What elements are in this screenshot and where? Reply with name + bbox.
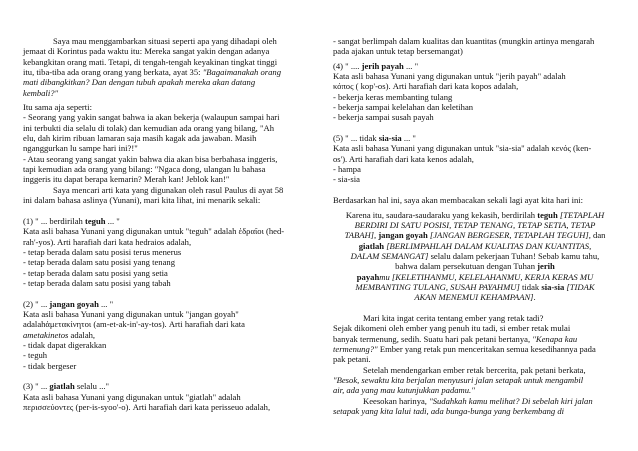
verse-line: BERDIRI DI SATU POSISI, TETAP TENANG, TETAP SETIA, TETAP <box>354 219 596 230</box>
text: ... " <box>105 215 120 226</box>
list-item: - sangat berlimpah dalam kualitas dan kuantitas (mungkin artinya mengarah <box>333 36 595 46</box>
key-word: payah <box>356 271 380 282</box>
verse-line <box>333 230 617 240</box>
text: selalu ..." <box>74 381 110 392</box>
text: , dan <box>588 230 606 241</box>
list-item: - tetap berada dalam satu posisi yang tabah <box>23 277 171 288</box>
list-item: - Atau seorang yang sangat yakin bahwa dia akan bisa berbahasa inggeris, <box>23 153 278 164</box>
list-item: - teguh <box>23 350 48 361</box>
paragraph-line: Kata asli bahasa Yunani yang digunakan untuk "giatlah" adalah <box>23 391 241 402</box>
key-word: jerih <box>537 261 555 272</box>
quote-text: mati dibangkitkan? Dan dengan tubuh apakah mereka akan datang <box>23 77 256 88</box>
text: (4) " .... <box>333 60 362 71</box>
text: (2) " ... <box>23 298 50 309</box>
left-column <box>23 36 306 412</box>
verse-line <box>333 210 617 220</box>
text: itu, tiba-tiba ada orang orang yang berkata, ayat 35: <box>23 67 203 78</box>
paragraph-line: κόπος ( kop'-os). Arti harafiah dari kata kopos adalah, <box>333 81 519 92</box>
paragraph-line: Setelah mendengarkan ember retak bercerita, pak petani berkata, <box>363 364 586 375</box>
key-word: jerih payah <box>361 60 404 71</box>
paragraph-line: ini dalam bahasa aslinya (Yunani), mari kita lihat, ini menarik sekali: <box>23 195 261 206</box>
emphasis-text: [TIDAK <box>564 281 595 292</box>
text: ... " <box>401 133 416 144</box>
emphasis-text: [TETAPLAH <box>557 209 605 220</box>
quote-text: kembali?" <box>23 87 59 98</box>
paragraph-line: Kata asli bahasa Yunani yang digunakan untuk "jangan goyah" <box>23 308 239 319</box>
key-word: giatlah <box>358 240 385 251</box>
key-word: teguh <box>84 215 106 226</box>
list-item: - sia-sia <box>333 174 360 185</box>
list-item: - bekerja sampai kelelahan dan keletihan <box>333 102 474 113</box>
list-item: - Seorang yang yakin sangat bahwa ia akan bekerja (walaupun sampai hari <box>23 112 280 123</box>
paragraph-line: adalahἀμετακίνητοι (am-et-ak-in'-ay-tos). Arti harafiah dari kata <box>23 319 245 330</box>
paragraph-line <box>23 67 306 77</box>
emphasis-text: mu [KELETIHANMU, KELELAHANMU, KERJA KERAS MU <box>379 271 594 282</box>
key-word: jangan goyah <box>49 298 99 309</box>
verse-line <box>333 292 617 302</box>
section-heading <box>23 299 306 309</box>
section-heading <box>333 133 617 143</box>
verse-block <box>333 210 617 303</box>
paragraph-line: Kata asli bahasa Yunani yang digunakan untuk "teguh" adalah ἑδραῖοι (hed- <box>23 226 285 237</box>
quote-text: "Kenapa kau <box>532 333 578 344</box>
text: ... " <box>403 60 419 71</box>
quote-text: setapak yang kita lalui tadi, ada bunga-bunga yang berkembang di <box>333 406 565 417</box>
key-word: teguh <box>537 209 558 220</box>
key-word: sia-sia <box>378 133 402 144</box>
list-item: elu, dah kirim ribuan lamaran saja masih kagak ada jawaban. Masih <box>23 133 257 144</box>
paragraph-line: os'). Arti harafiah dari kata kenos adalah, <box>333 153 474 164</box>
verse-line <box>333 241 617 251</box>
verse-line <box>333 282 617 292</box>
greek-term: ametakinetos <box>23 329 69 340</box>
quote-text: "Besok, sewaktu kita berjalan menyusuri jalan setapak untuk mengambil <box>333 375 584 385</box>
verse-line <box>333 261 617 271</box>
text: , <box>374 230 379 241</box>
section-heading <box>333 61 617 71</box>
list-item: - tetap berada dalam satu posisi terus menerus <box>23 246 182 257</box>
paragraph-line <box>333 344 617 354</box>
paragraph-line <box>333 334 617 344</box>
key-word: giatlah <box>49 381 75 392</box>
text: tidak <box>519 281 542 292</box>
emphasis-text: TABAH] <box>344 230 375 241</box>
text: (1) " ... berdirilah <box>23 215 85 226</box>
paragraph-line <box>23 330 306 340</box>
list-item: - tetap berada dalam satu posisi yang tenang <box>23 257 176 268</box>
paragraph-line: Mari kita ingat cerita tentang ember yang retak tadi? <box>363 312 544 323</box>
list-item: - tidak bergeser <box>23 360 77 371</box>
text: selalu dalam pekerjaan Tuhan! Sebab kamu tahu, <box>428 250 600 261</box>
list-item: pada ajakan untuk tetap bersemangat) <box>333 46 463 57</box>
list-item: - tidak dapat digerakkan <box>23 339 107 350</box>
list-item: - tetap berada dalam satu posisi yang setia <box>23 267 168 278</box>
emphasis-text: AKAN MENEMUI KEHAMPAAN] <box>414 292 534 303</box>
paragraph-line: Kata asli bahasa Yunani yang digunakan untuk "jerih payah" adalah <box>333 71 566 82</box>
text: banyak termenung, sedih. Suatu hari pak petani bertanya, <box>333 333 533 344</box>
text: ... " <box>98 298 114 309</box>
paragraph-line: περισσεύοντες (per-is-syoo'-o). Arti harafiah dari kata perisseuo adalah, <box>23 402 271 413</box>
text: Keesokan harinya, <box>363 395 430 406</box>
section-heading <box>23 381 306 391</box>
quote-text: termenung?" <box>333 343 378 354</box>
list-item: ini terbukti dia selalu di tolak) dan kemudian ada orang yang bilang, "Ah <box>23 122 274 133</box>
quote-text: "Sudahkah kamu melihat? Di sebelah kiri jalan <box>429 395 593 406</box>
paragraph-line: Saya mencari arti kata yang digunakan oleh rasul Paulus di ayat 58 <box>53 184 284 195</box>
paragraph-line: Berdasarkan hal ini, saya akan membacakan sekali lagi ayat kita hari ini: <box>333 195 584 206</box>
text: adalah, <box>68 329 96 340</box>
emphasis-text: MEMBANTING TULANG, SUSAH PAYAHMU] <box>355 281 520 292</box>
quote-text: "Bagaimanakah orang <box>202 67 282 78</box>
text: Ember yang retak pun menceritakan semua kesedihannya pada <box>377 343 596 354</box>
text: (5) " ... tidak <box>333 133 379 144</box>
verse-line <box>333 251 617 261</box>
emphasis-text: [BERLIMPAHLAH DALAM KUALITAS DAN KUANTITAS, <box>384 240 592 251</box>
text: bahwa dalam persekutuan dengan Tuhan <box>395 261 538 272</box>
paragraph-line: rah'-yos). Arti harafiah dari kata hedraios adalah, <box>23 236 192 247</box>
key-word: jangan goyah <box>378 230 428 241</box>
list-item: - hampa <box>333 164 361 175</box>
paragraph-line: Saya mau menggambarkan situasi seperti apa yang dihadapi oleh <box>53 36 277 46</box>
paragraph-line: Itu sama aja seperti: <box>23 102 92 113</box>
list-item: - bekerja keras membanting tulang <box>333 91 453 102</box>
paragraph-line: kebangkitan orang mati. Tetapi, di tengah-tengah keyakinan tingkat tinggi <box>23 56 278 67</box>
paragraph-line: jemaat di Korintus pada waktu itu: Mereka sangat yakin dengan adanya <box>23 46 270 57</box>
text: Karena itu, saudara-saudaraku yang kekasih, berdirilah <box>345 209 538 220</box>
text: (3) " ... <box>23 381 50 392</box>
emphasis-text: [JANGAN BERGESER, TETAPLAH TEGUH] <box>427 230 589 241</box>
list-item: nganggurkan lu sampe hari ini?!" <box>23 143 138 154</box>
list-item: tapi kemudian ada orang yang bilang: "Ngaca dong, ulangan lu bahasa <box>23 164 266 175</box>
quote-text: air, ada yang mau kutunjukkan padamu." <box>333 385 475 396</box>
section-heading <box>23 216 306 226</box>
paragraph-line: pak petani. <box>333 354 371 365</box>
text: . <box>533 292 536 303</box>
key-word: sia-sia <box>541 281 565 292</box>
verse-line <box>333 272 617 282</box>
paragraph-line: Kata asli bahasa Yunani yang digunakan untuk "sia-sia" adalah κενός (ken- <box>333 143 592 154</box>
paragraph-line <box>333 396 617 406</box>
right-column <box>333 36 617 416</box>
list-item: - bekerja sampai susah payah <box>333 112 434 123</box>
list-item: inggeris itu dapat berapa kemarin? Merah kan! Jeblok kan!" <box>23 174 230 185</box>
emphasis-text: DALAM SEMANGAT] <box>350 250 429 261</box>
paragraph-line: Sejak dikomeni oleh ember yang penuh itu tadi, si ember retak mulai <box>333 323 571 334</box>
